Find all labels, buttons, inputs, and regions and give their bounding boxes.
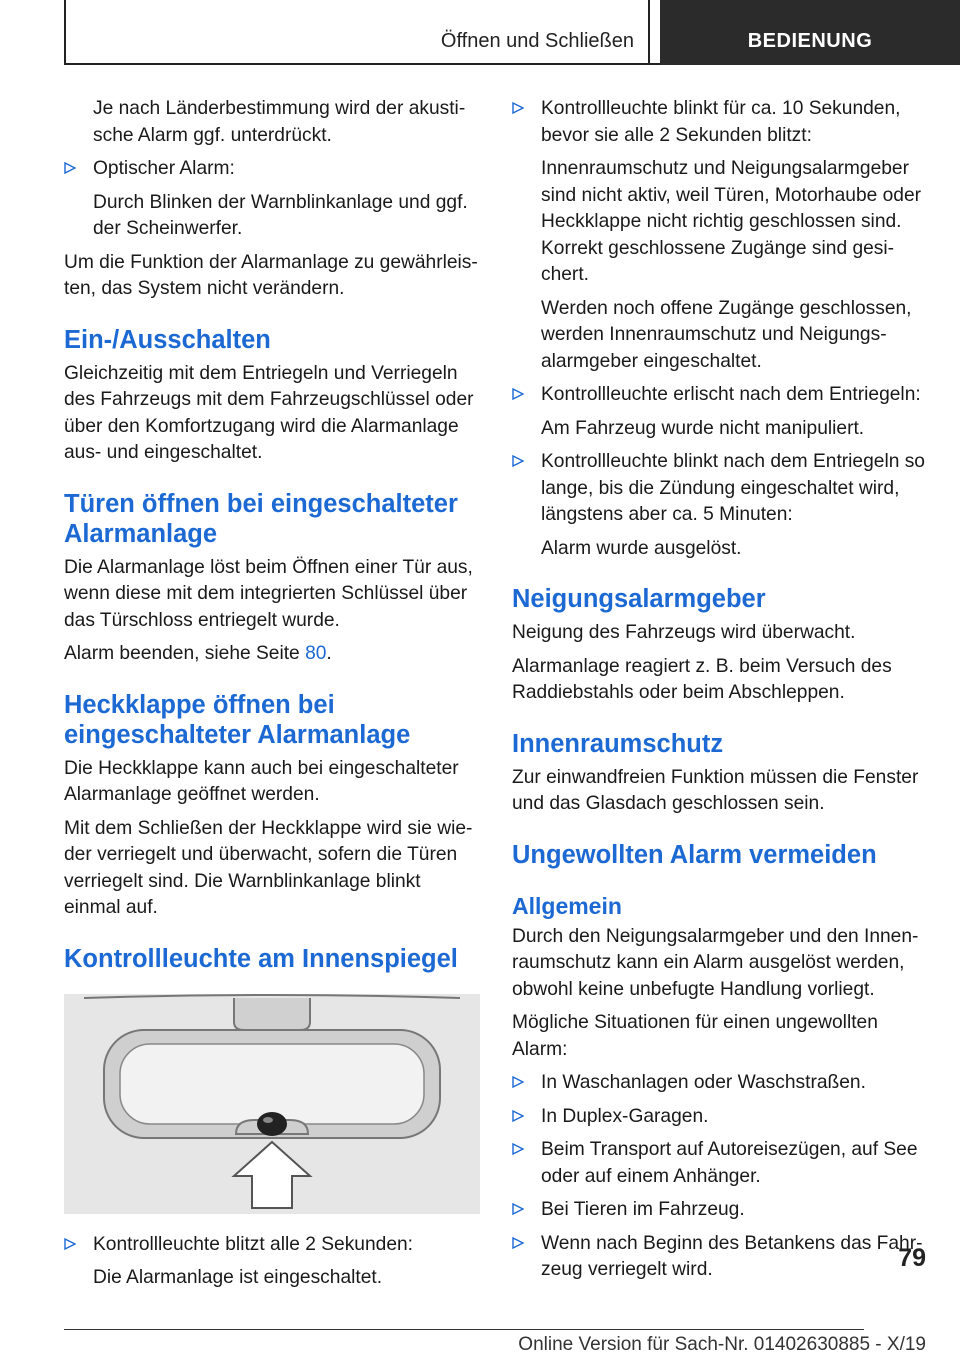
paragraph-allgemein-2: Mögliche Situationen für einen ungewollten Alarm:: [512, 1012, 878, 1060]
paragraph-neigung-2: Alarmanlage reagiert z. B. beim Versuch des Raddiebstahls oder beim Abschleppen.: [512, 655, 892, 703]
paragraph-heckklappe-2: Mit dem Schließen der Heckklappe wird sie wie-der verriegelt und überwacht, sofern die Türen verriegelt sind. Die Warnblinkanlage blinkt einmal auf.: [64, 817, 473, 918]
list-item-text: In Duplex-Garagen.: [541, 1105, 709, 1127]
bullet-blitzt: [64, 1232, 480, 1292]
heading-ein-ausschalten: Ein-/Ausschalten: [64, 325, 271, 354]
bullet-text: Durch Blinken der Warnblinkanlage und ggf. der Scheinwerfer.: [93, 191, 468, 239]
left-column: [64, 96, 480, 1299]
bullet-triangle-icon: [512, 1110, 524, 1122]
arrow-up-icon: [234, 1142, 310, 1208]
list-item-text: Bei Tieren im Fahrzeug.: [541, 1199, 745, 1220]
list-item: [512, 1070, 932, 1097]
bullet-text: Werden noch offene Zugänge geschlossen, werden Innenraumschutz und Neigungs-alarmgeber eingeschaltet.: [541, 297, 912, 372]
bullet-triangle-icon: [512, 102, 524, 114]
bullet-title: Optischer Alarm:: [93, 158, 235, 179]
footer-rule: [64, 1329, 864, 1330]
heading-kontrollleuchte: Kontrollleuchte am Innenspiegel: [64, 944, 458, 973]
bullet-text: Die Alarmanlage ist eingeschaltet.: [93, 1267, 383, 1288]
paragraph-allgemein-1: Durch den Neigungsalarmgeber und den Innen-raumschutz kann ein Alarm ausgelöst werden, obwohl keine unbefugte Handlung vorliegt.: [512, 925, 919, 1000]
list-item: [512, 1137, 932, 1190]
alarm-beenden-period: .: [326, 643, 332, 664]
bullet-triangle-icon: [512, 1143, 524, 1155]
bullet-optischer-alarm: [64, 156, 480, 243]
mirror-illustration: [64, 994, 480, 1214]
heading-tueren-oeffnen: Türen öffnen bei eingeschalteter Alarmanlage: [64, 489, 458, 548]
bullet-title: Kontrollleuchte blinkt nach dem Entriegeln so lange, bis die Zündung eingeschaltet wird, längstens aber ca. 5 Minuten:: [541, 451, 925, 525]
header-chapter-tab: [660, 0, 960, 65]
intro-paragraph: Je nach Länderbestimmung wird der akusti-sche Alarm ggf. unterdrückt.: [93, 98, 466, 146]
bullet-blinkt-10s: [512, 96, 932, 375]
header-chapter-label: BEDIENUNG: [747, 30, 873, 52]
bullet-text: Am Fahrzeug wurde nicht manipuliert.: [541, 417, 865, 439]
subheading-allgemein: Allgemein: [512, 892, 622, 919]
bullet-title: Kontrollleuchte blitzt alle 2 Sekunden:: [93, 1233, 413, 1255]
paragraph-tueren-oeffnen: Die Alarmanlage löst beim Öffnen einer Tür aus, wenn diese mit dem integrierten Schlüssel über das Türschloss entriegelt wurde.: [64, 556, 473, 631]
bullet-erlischt: [512, 382, 932, 442]
list-item: [512, 1104, 932, 1131]
footer-online-version: Online Version für Sach-Nr. 01402630885 - X/19: [518, 1334, 926, 1355]
list-item-text: In Waschanlagen oder Waschstraßen.: [541, 1072, 866, 1093]
list-item-text: Wenn nach Beginn des Betankens das Fahr-zeug verriegelt wird.: [541, 1232, 923, 1280]
paragraph-neigung-1: Neigung des Fahrzeugs wird überwacht.: [512, 622, 856, 643]
bullet-triangle-icon: [512, 1076, 524, 1088]
bullet-text: Innenraumschutz und Neigungsalarmgeber sind nicht aktiv, weil Türen, Motorhaube oder Heckklappe nicht richtig geschlossen sind. Korrekt geschlossene Zugänge sind gesi-chert.: [541, 158, 922, 285]
bullet-triangle-icon: [64, 1238, 76, 1250]
bullet-triangle-icon: [64, 162, 76, 174]
heading-neigungsalarmgeber: Neigungsalarmgeber: [512, 585, 766, 613]
bullet-blinkt-entriegeln: [512, 449, 932, 562]
list-item-text: Beim Transport auf Autoreisezügen, auf See oder auf einem Anhänger.: [541, 1139, 918, 1187]
paragraph-heckklappe-1: Die Heckklappe kann auch bei eingeschalteter Alarmanlage geöffnet werden.: [64, 757, 459, 805]
bullet-triangle-icon: [512, 455, 524, 467]
page-link-80[interactable]: 80: [305, 643, 327, 664]
bullet-triangle-icon: [512, 388, 524, 400]
bullet-triangle-icon: [512, 1203, 524, 1215]
right-column: [512, 96, 932, 1291]
heading-heckklappe: Heckklappe öffnen bei eingeschalteter Alarmanlage: [64, 690, 411, 749]
list-item: [512, 1231, 932, 1284]
paragraph-funktion: Um die Funktion der Alarmanlage zu gewährleis-ten, das System nicht verändern.: [64, 251, 478, 299]
paragraph-innenraumschutz: Zur einwandfreien Funktion müssen die Fenster und das Glasdach geschlossen sein.: [512, 766, 919, 814]
page-number: 79: [898, 1244, 926, 1272]
bullet-title: Kontrollleuchte blinkt für ca. 10 Sekunden, bevor sie alle 2 Sekunden blitzt:: [541, 98, 901, 146]
bullet-text: Alarm wurde ausgelöst.: [541, 537, 742, 559]
bullet-triangle-icon: [512, 1237, 524, 1249]
alarm-beenden-text: Alarm beenden, siehe Seite: [64, 643, 306, 664]
paragraph-ein-ausschalten: Gleichzeitig mit dem Entriegeln und Verriegeln des Fahrzeugs mit dem Fahrzeugschlüssel oder über den Komfortzugang wird die Alarmanlage aus- und eingeschaltet.: [64, 362, 474, 463]
heading-innenraumschutz: Innenraumschutz: [512, 729, 724, 758]
header-section-title: Öffnen und Schließen: [440, 30, 634, 52]
list-item: [512, 1197, 932, 1224]
paragraph-alarm-beenden: [64, 641, 480, 668]
heading-ungewollter-alarm: Ungewollten Alarm vermeiden: [512, 840, 877, 869]
bullet-title: Kontrollleuchte erlischt nach dem Entriegeln:: [541, 384, 921, 405]
